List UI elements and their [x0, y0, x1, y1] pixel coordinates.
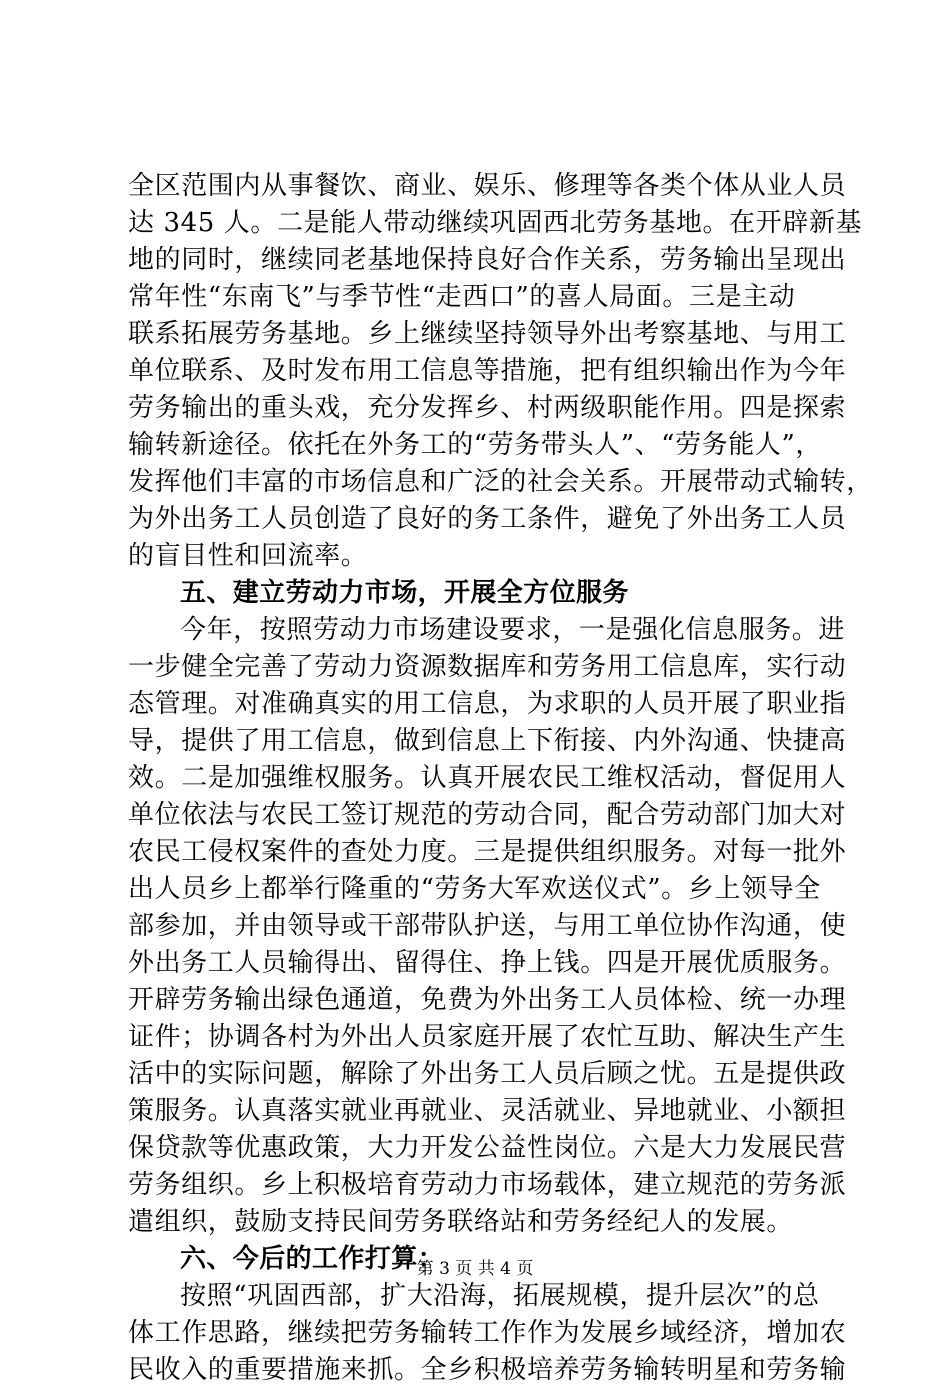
- text-line: 的盲目性和回流率。: [128, 541, 368, 571]
- text-line: 活中的实际问题，解除了外出务工人员后顾之忧。五是提供政: [128, 1059, 847, 1089]
- text-line: 单位依法与农民工签订规范的劳动合同，配合劳动部门加大对: [128, 800, 847, 830]
- text-line: 今年，按照劳动力市场建设要求，一是强化信息服务。进: [180, 615, 846, 645]
- text-line: 态管理。对准确真实的用工信息，为求职的人员开展了职业指: [128, 689, 847, 719]
- text-line: 一步健全完善了劳动力资源数据库和劳务用工信息库，实行动: [128, 652, 847, 682]
- text-line: 效。二是加强维权服务。认真开展农民工维权活动，督促用人: [128, 763, 847, 793]
- text-line: 按照“巩固西部，扩大沿海，拓展规模，提升层次”的总: [180, 1281, 820, 1311]
- text-line: 联系拓展劳务基地。乡上继续坚持领导外出考察基地、与用工: [128, 319, 847, 349]
- text-line: 常年性“东南飞”与季节性“走西口”的喜人局面。三是主动: [128, 282, 796, 312]
- text-line: 策服务。认真落实就业再就业、灵活就业、异地就业、小额担: [128, 1096, 847, 1126]
- text-line: 导，提供了用工信息，做到信息上下衔接、内外沟通、快捷高: [128, 726, 847, 756]
- text-line: 民收入的重要措施来抓。全乡积极培养劳务输转明星和劳务输: [128, 1355, 847, 1385]
- section-heading: 六、今后的工作打算：: [180, 1244, 445, 1274]
- text-line: 单位联系、及时发布用工信息等措施，把有组织输出作为今年: [128, 356, 847, 386]
- page-footer: 第 3 页 共 4 页: [416, 1259, 534, 1279]
- text-line: 农民工侵权案件的查处力度。三是提供组织服务。对每一批外: [128, 837, 847, 867]
- text-line: 保贷款等优惠政策，大力开发公益性岗位。六是大力发展民营: [128, 1133, 847, 1163]
- document-body: [128, 168, 873, 1389]
- text-line: 地的同时，继续同老基地保持良好合作关系，劳务输出呈现出: [128, 245, 847, 275]
- text-line: 外出务工人员输得出、留得住、挣上钱。四是开展优质服务。: [128, 948, 847, 978]
- text-line: 出人员乡上都举行隆重的“劳务大军欢送仪式”。乡上领导全: [128, 874, 821, 904]
- text-line: 遣组织，鼓励支持民间劳务联络站和劳务经纪人的发展。: [128, 1207, 794, 1237]
- text-line: 体工作思路，继续把劳务输转工作作为发展乡域经济，增加农: [128, 1318, 847, 1348]
- text-line: 发挥他们丰富的市场信息和广泛的社会关系。开展带动式输转，: [128, 467, 873, 497]
- text-line: 达 345 人。二是能人带动继续巩固西北劳务基地。在开辟新基: [128, 208, 863, 238]
- text-line: 劳务输出的重头戏，充分发挥乡、村两级职能作用。四是探索: [128, 393, 847, 423]
- text-line: 部参加，并由领导或干部带队护送，与用工单位协作沟通，使: [128, 911, 847, 941]
- text-line: 证件；协调各村为外出人员家庭开展了农忙互助、解决生产生: [128, 1022, 847, 1052]
- text-line: 开辟劳务输出绿色通道，免费为外出务工人员体检、统一办理: [128, 985, 847, 1015]
- text-line: 为外出务工人员创造了良好的务工条件，避免了外出务工人员: [128, 504, 847, 534]
- text-line: 全区范围内从事餐饮、商业、娱乐、修理等各类个体从业人员: [128, 171, 847, 201]
- text-line: 输转新途径。依托在外务工的“劳务带头人”、“劳务能人”，: [128, 430, 822, 460]
- text-line: 劳务组织。乡上积极培育劳动力市场载体，建立规范的劳务派: [128, 1170, 847, 1200]
- section-heading: 五、建立劳动力市场，开展全方位服务: [180, 578, 629, 608]
